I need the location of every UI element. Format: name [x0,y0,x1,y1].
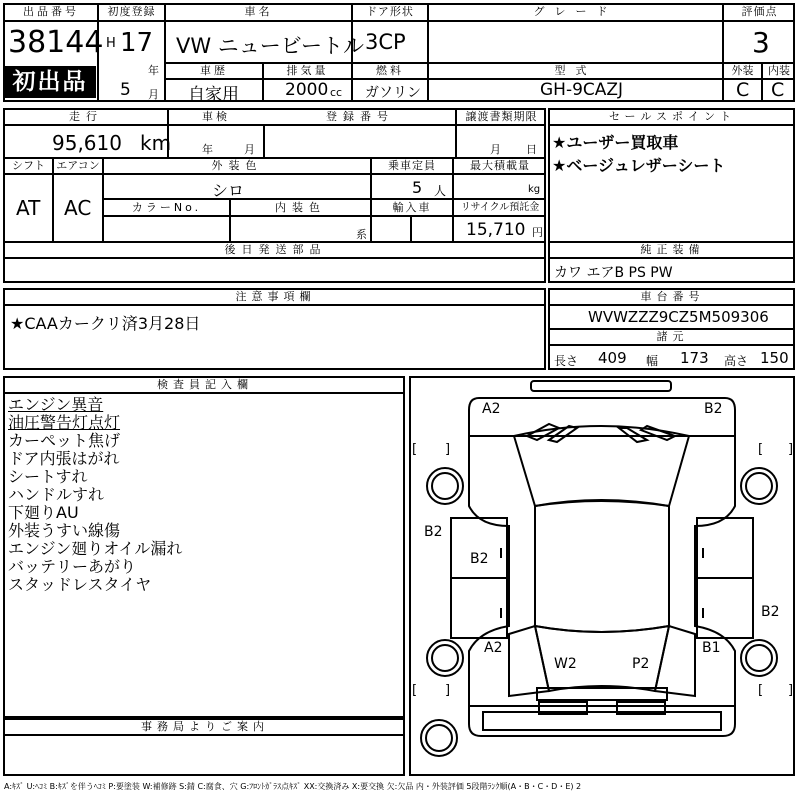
bracket-mark: ] [788,683,794,698]
bracket-mark: ] [788,442,794,457]
first-listing-badge: 初出品 [4,66,96,98]
color-number-label: カラーNo. [131,201,202,214]
transfer-docs-label: 譲渡書類期限 [465,110,538,123]
caution-text: ★CAAカークリ済3月28日 [10,314,201,333]
fuel: ガソリン [365,85,421,101]
inspector-note: ハンドルすれ [8,485,105,504]
model-label: 型式 [554,64,597,77]
damage-mark-left-fender: B2 [424,524,443,540]
recycle-label: リサイクル預託金 [460,202,540,213]
month-unit: 月 [148,88,159,101]
damage-mark-front-right: B2 [704,401,723,417]
history-label: 車歴 [200,64,228,77]
capacity: 5 [412,178,423,197]
exterior-grade: C [736,79,750,101]
interior-grade-label: 内装 [768,64,790,77]
bracket-mark: ] [445,683,451,698]
interior-grade: C [771,79,785,101]
inspector-note: エンジン廻りオイル漏れ [8,539,183,558]
model: GH-9CAZJ [540,80,624,100]
transfer-day-unit: 日 [526,143,537,156]
ac: AC [64,196,92,220]
damage-mark-rear-center: P2 [632,656,650,672]
registration-year: 17 [120,28,154,58]
damage-mark-left-door: B2 [470,551,489,567]
mileage: 95,610 [52,131,122,155]
mileage-unit: km [140,131,172,155]
inspector-note: シートすれ [8,467,88,486]
shift-label: シフト [12,159,45,172]
car-name-label: 車名 [244,5,273,18]
ac-label: エアコン [56,159,100,172]
dims-label: 諸元 [656,330,689,343]
exterior-grade-label: 外装 [731,64,754,77]
width: 173 [680,349,709,367]
fuel-label: 燃料 [376,64,404,77]
lot-number-label: 出品番号 [23,5,79,18]
int-color-unit: 系 [356,228,367,241]
shift: AT [16,196,41,220]
chassis-number: WVWZZZ9CZ5M509306 [588,308,769,326]
length-label: 長さ [554,354,579,368]
import-label: 輸入車 [392,201,432,214]
equipment: カワ エアB PS PW [554,265,673,281]
inspector-note: スタッドレスタイヤ [8,575,152,594]
registration-month: 5 [120,80,131,100]
score-label: 評価点 [741,5,778,18]
inspector-note: 油圧警告灯点灯 [8,413,121,432]
displacement-label: 排気量 [286,64,329,77]
recycle-deposit: 15,710 [466,220,526,240]
door-type-label: ドア形状 [366,5,414,18]
damage-mark-rear-glass: W2 [554,656,577,672]
height-label: 高さ [724,354,749,368]
bracket-mark: [ [412,442,418,457]
door-type: 3CP [365,30,406,54]
bracket-mark: [ [758,442,764,457]
era: H [106,36,116,51]
history: 自家用 [188,85,239,105]
ext-color: シロ [212,181,245,200]
capacity-unit: 人 [434,184,447,198]
caution-label: 注意事項欄 [235,290,316,303]
inspector-note: 外装うすい線傷 [8,521,121,540]
mileage-label: 走行 [69,110,103,123]
bracket-mark: ] [445,442,451,457]
inspector-note: カーペット焦げ [8,431,121,450]
displacement-unit: cc [330,86,343,99]
height: 150 [760,349,789,367]
lot-number: 38144 [8,25,104,60]
displacement: 2000 [285,80,329,100]
sales-point-item: ★ベージュレザーシート [552,156,726,175]
bracket-mark: [ [412,683,418,698]
score: 3 [752,26,770,59]
inspection-label: 車検 [202,110,230,123]
int-color-label: 内装色 [275,201,326,214]
year-unit: 年 [148,64,159,77]
bracket-mark: [ [758,683,764,698]
inspector-label: 検査員記入欄 [157,378,253,391]
reg-number-label: 登録番号 [326,110,394,123]
sales-points-label: セールスポイント [608,110,736,123]
inspector-note: バッテリーあがり [8,557,137,576]
inspector-note: ドア内張はがれ [8,449,120,468]
inspector-note: エンジン異音 [8,395,104,414]
grade-label: グレード [533,5,618,18]
damage-mark-front-left: A2 [482,401,501,417]
chassis-label: 車台番号 [640,290,705,303]
office-label: 事務局よりご案内 [141,720,269,733]
max-load-label: 最大積載量 [470,159,530,172]
ext-color-label: 外装色 [211,159,263,172]
car-outline [409,376,795,776]
width-label: 幅 [646,354,659,368]
capacity-label: 乗車定員 [388,159,436,172]
equipment-label: 純正装備 [640,243,705,256]
max-load-unit: kg [528,184,541,195]
first-registration-label: 初度登録 [107,5,156,18]
inspector-note: 下廻りAU [8,503,79,522]
transfer-month-unit: 月 [490,143,501,156]
legend: A:ｷｽﾞ U:ﾍｺﾐ B:ｷｽﾞを伴うﾍｺﾐ P:要塗装 W:補修跡 S:錆 C:腐食、穴 G:ﾌﾛﾝﾄｶﾞﾗｽ点ｷｽﾞ XX:交換済み X:要交換 欠:欠品 内・外装評価 5段階ﾗﾝｸ順(A・B・C・D・E) 2 [4,782,582,791]
damage-mark-left-rear-fender: A2 [484,640,503,656]
damage-mark-right-rear: B2 [761,604,780,620]
later-parts-label: 後日発送部品 [224,243,327,256]
inspection-month-unit: 月 [244,143,255,156]
damage-mark-right-rear-fender: B1 [702,640,721,656]
recycle-unit: 円 [532,226,543,239]
inspection-year-unit: 年 [202,143,213,156]
length: 409 [598,349,627,367]
car-name: VW ニュービートル [176,34,364,58]
sales-point-item: ★ユーザー買取車 [552,133,679,152]
